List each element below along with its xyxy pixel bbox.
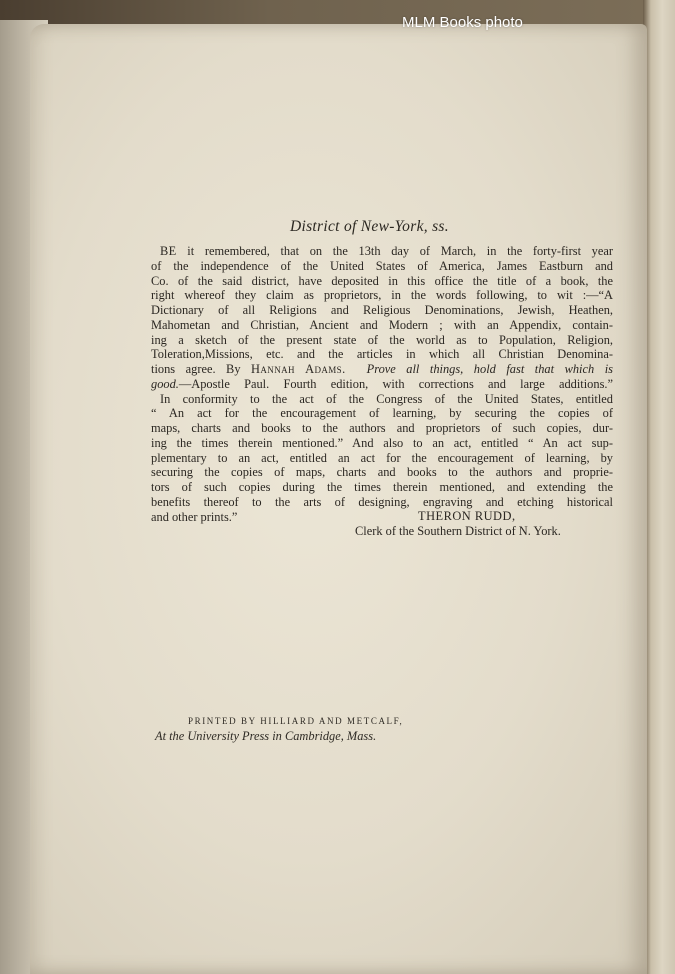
signer-name: THERON RUDD,: [418, 509, 516, 523]
text-line: BE it remembered, that on the 13th day of March, in the forty-first year: [160, 244, 613, 258]
text-line: Mahometan and Christian, Ancient and Modern ; with an Appendix, contain-: [151, 317, 613, 332]
text-line: good.—Apostle Paul. Fourth edition, with corrections and large additions.”: [151, 376, 613, 391]
text-line: right whereof they claim as proprietors, in the words following, to wit :—“A: [151, 288, 613, 303]
press-location: At the University Press in Cambridge, Mass.: [155, 729, 377, 743]
text-line: Co. of the said district, have deposited in this office the title of a book, the: [151, 273, 613, 288]
adjacent-page-edge: [643, 0, 675, 974]
text-line: plementary to an act, entitled an act for the encouragement of learning, by: [151, 450, 613, 465]
photo-watermark: MLM Books photo: [402, 14, 523, 31]
copyright-notice: [151, 244, 613, 524]
text-line: benefits thereof to the arts of designing, engraving and etching historical: [151, 494, 613, 509]
text-line: tors of such copies during the times therein mentioned, and extending the: [151, 480, 613, 494]
text-line: of the independence of the United States of America, James Eastburn and: [151, 258, 613, 273]
text-line: maps, charts and books to the authors and proprietors of such copies, dur-: [151, 421, 613, 435]
author-name: Hannah Adams.: [251, 362, 346, 376]
epigraph: Prove all things, hold fast that which is: [366, 362, 613, 376]
text-line: securing the copies of maps, charts and books to the authors and proprie-: [151, 465, 613, 480]
text-line: In conformity to the act of the Congress of the United States, entitled: [160, 391, 613, 406]
text-line: “ An act for the encouragement of learning, by securing the copies of: [151, 406, 613, 421]
text-line: and other prints.”: [151, 509, 238, 524]
text-line: tions agree. By Hannah Adams. Prove all things, hold fast that which is: [151, 362, 613, 376]
page-heading: District of New-York, ss.: [290, 218, 449, 235]
text-line: Dictionary of all Religions and Religious Denominations, Jewish, Heathen,: [151, 303, 613, 317]
printer-imprint: PRINTED BY HILLIARD AND METCALF,: [188, 716, 404, 726]
text-line: ing a sketch of the present state of the world as to Population, Religion,: [151, 332, 613, 347]
signer-title: Clerk of the Southern District of N. York.: [355, 524, 561, 538]
text-line: Toleration,Missions, etc. and the articles in which all Christian Denomina-: [151, 347, 613, 362]
text-line: ing the times therein mentioned.” And also to an act, entitled “ An act sup-: [151, 435, 613, 450]
